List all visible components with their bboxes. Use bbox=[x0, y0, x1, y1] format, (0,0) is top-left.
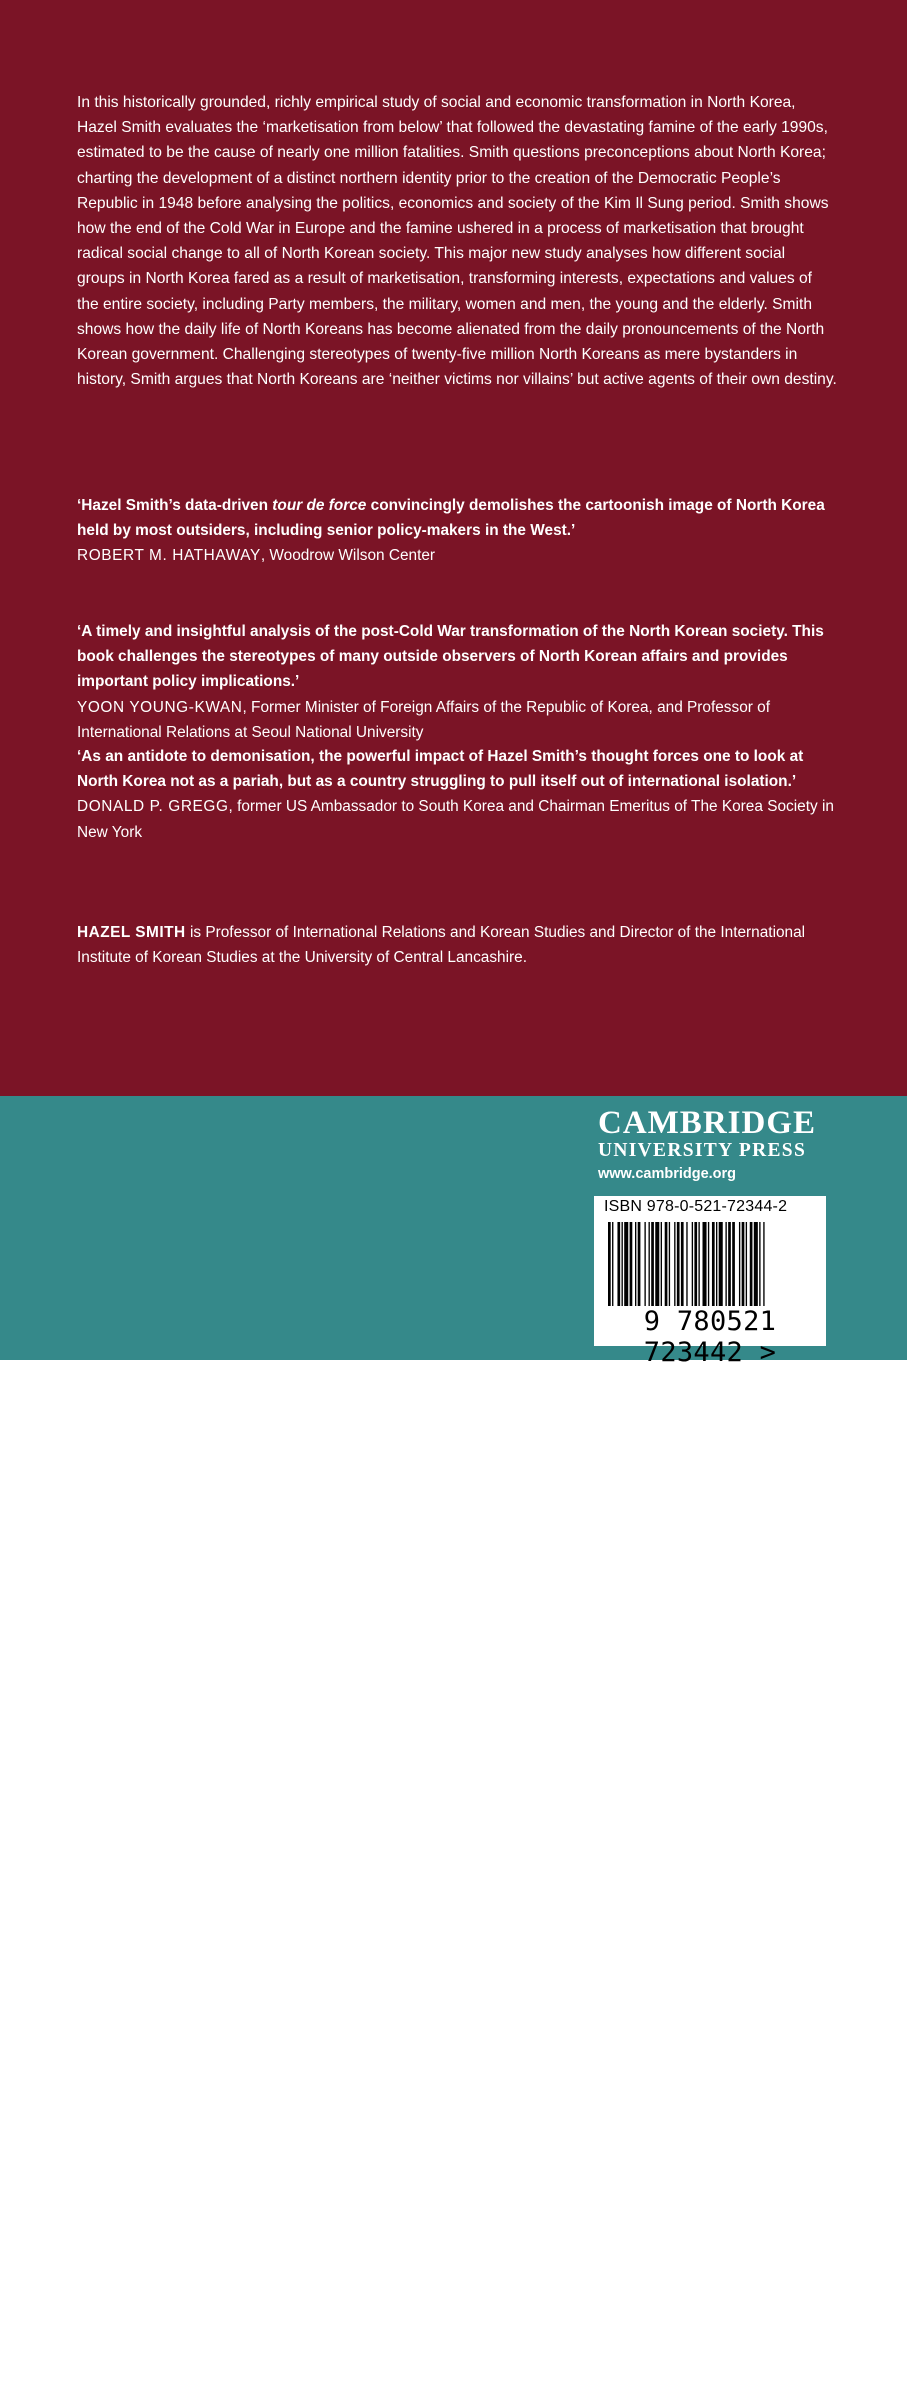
reviewer-name: YOON YOUNG-KWAN bbox=[77, 698, 243, 716]
reviewer-name: DONALD P. GREGG bbox=[77, 798, 229, 816]
publisher-name: CAMBRIDGE bbox=[598, 1105, 817, 1141]
publisher-url: www.cambridge.org bbox=[598, 1166, 737, 1182]
review-quote: ‘Hazel Smith’s data-driven tour de force convincingly demolishes the cartoonish image of North Korea held by most outsiders, including senior policy-makers in the West.’ bbox=[77, 497, 825, 540]
book-blurb: In this historically grounded, richly empirical study of social and economic transformation in North Korea, Hazel Smith evaluates the ‘marketisation from below’ that followed the devastating famine of the early 1990s, estimated to be the cause of nearly one million fatalities. Smith questions preconceptions about North Korea; charting the development of a distinct northern identity prior to the creation of the Democratic People’s Republic in 1948 before analysing the politics, economics and society of the Kim Il Sung period. Smith shows how the end of the Cold War in Europe and the famine ushered in a process of marketisation that brought radical social change to all of North Korean society. This major new study analyses how different social groups in North Korea fared as a result of marketisation, transforming interests, expectations and values of the entire society, including Party members, the military, women and men, the young and the elderly. Smith shows how the daily life of North Koreans has become alienated from the daily pronouncements of the North Korean government. Challenging stereotypes of twenty-five million North Koreans as mere bystanders in history, Smith argues that North Koreans are ‘neither victims nor villains’ but active agents of their own destiny. bbox=[77, 94, 837, 389]
review-attribution: DONALD P. GREGG, former US Ambassador to South Korea and Chairman Emeritus of The Korea Society in New York bbox=[77, 798, 834, 841]
isbn-digits: 9 780521 723442 > bbox=[643, 1306, 777, 1368]
review-attribution: YOON YOUNG-KWAN, Former Minister of Foreign Affairs of the Republic of Korea, and Professor of International Relations at Seoul National University bbox=[77, 698, 770, 741]
barcode-icon bbox=[604, 1222, 816, 1306]
review-1 bbox=[77, 493, 847, 569]
review-quote: ‘As an antidote to demonisation, the powerful impact of Hazel Smith’s thought forces one to look at North Korea not as a pariah, but as a country struggling to pull itself out of international isolation.’ bbox=[77, 748, 804, 791]
review-quote: ‘A timely and insightful analysis of the post-Cold War transformation of the North Korean society. This book challenges the stereotypes of many outside observers of North Korean affairs and provides important policy implications.’ bbox=[77, 623, 824, 691]
publisher-press: UNIVERSITY PRESS bbox=[598, 1140, 807, 1161]
isbn-barcode bbox=[594, 1196, 826, 1368]
reviewer-name: ROBERT M. HATHAWAY bbox=[77, 547, 261, 565]
review-2 bbox=[77, 619, 847, 745]
maroon-panel bbox=[0, 0, 907, 1096]
isbn-label: ISBN 978-0-521-72344-2 bbox=[604, 1198, 788, 1215]
cover-designer: Cover designed by Hart McLeod Ltd bbox=[77, 2386, 294, 2401]
publisher-logo bbox=[598, 1106, 838, 1182]
author-bio: HAZEL SMITH is Professor of International Relations and Korean Studies and Director of the International Institute of Korean Studies at the University of Central Lancashire. bbox=[77, 924, 806, 967]
cover-credit: Cover credit: “Street with birches in Samjiyon” by Park Hwa Sun. Courtesy of Gallery Pyongyang. bbox=[77, 2292, 402, 2332]
author-name: HAZEL SMITH bbox=[77, 924, 186, 941]
review-attribution: ROBERT M. HATHAWAY, Woodrow Wilson Center bbox=[77, 547, 436, 565]
review-3 bbox=[77, 744, 847, 845]
